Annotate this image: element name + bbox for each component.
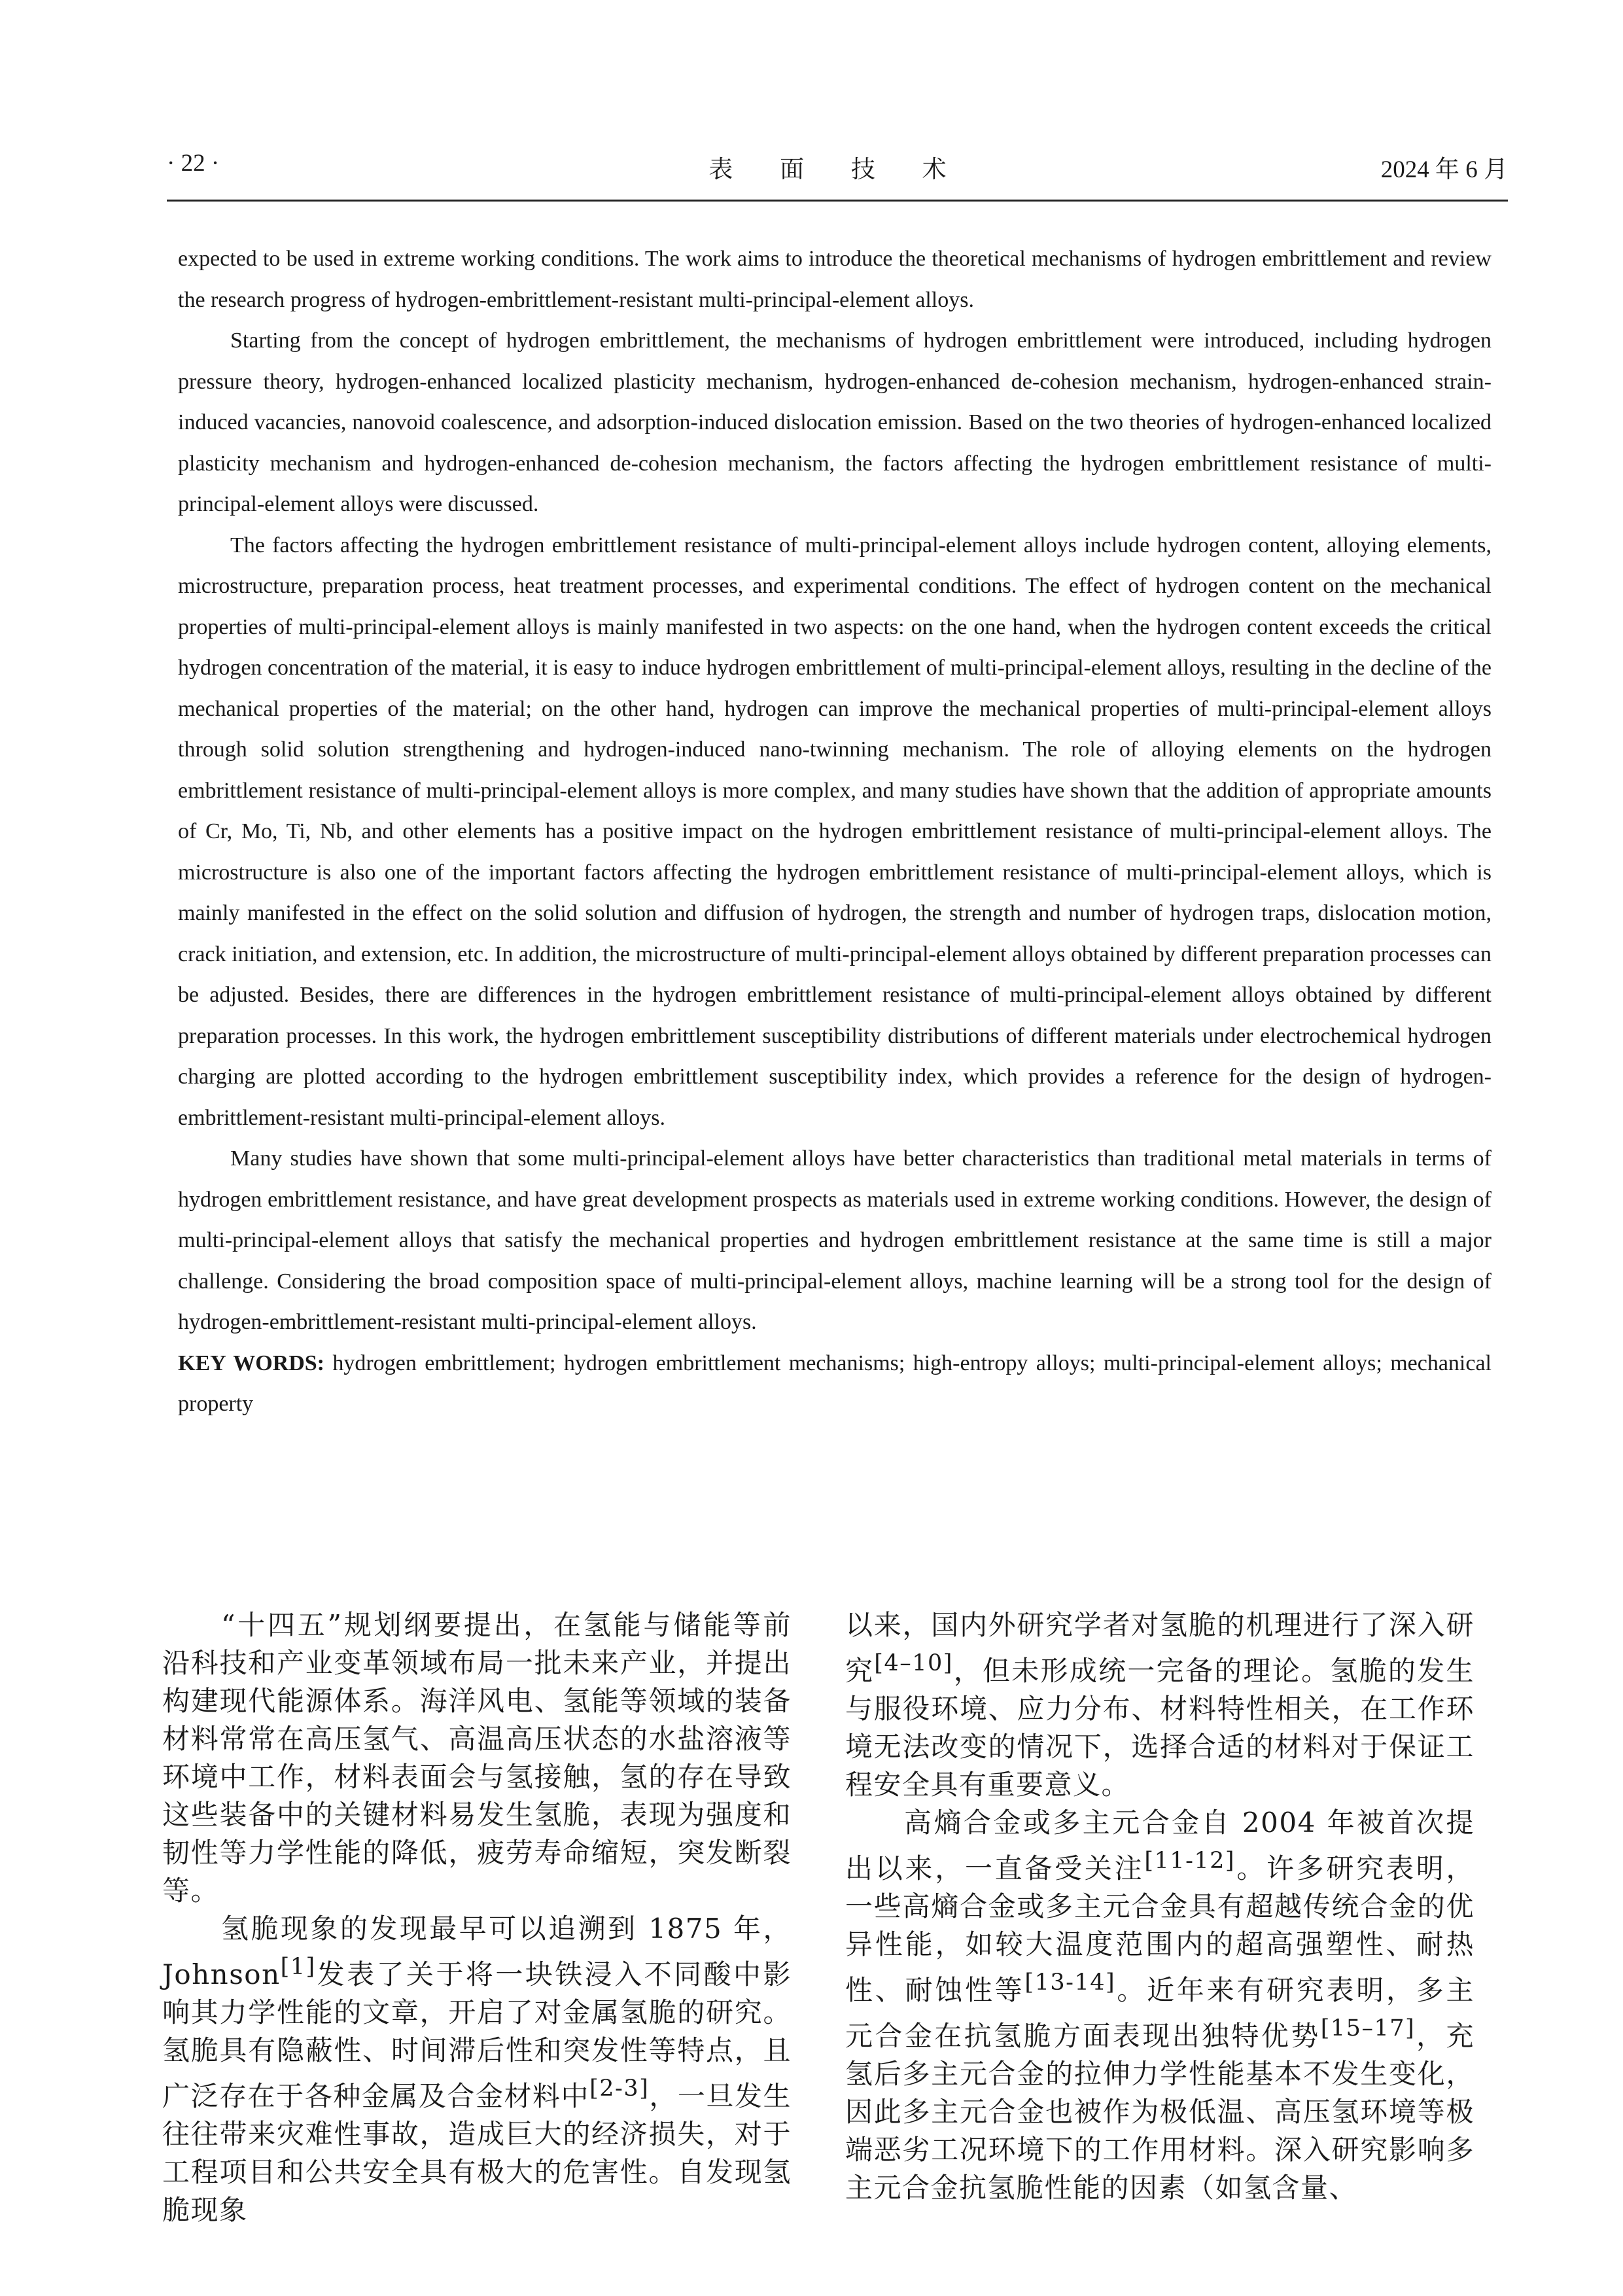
header-rule <box>167 200 1508 202</box>
body-text: ，但未形成统一完备的理论。氢脆的发生与服役环境、应力分布、材料特性相关，在工作环境无法改变的情况下，选择合适的材料对于保证工程安全具有重要意义。 <box>845 1655 1475 1801</box>
right-column <box>845 1606 1475 2207</box>
left-column <box>162 1606 792 2229</box>
body-text: ，充氢后多主元合金的拉伸力学性能基本不发生变化，因此多主元合金也被作为极低温、高压氢环境等极端恶劣工况环境下的工作用材料。深入研究影响多主元合金抗氢脆性能的因素（如氢含量、 <box>845 2020 1475 2204</box>
body-text: 以来，国内外研究学者对氢脆的机理进行了深入研究 <box>845 1609 1475 1687</box>
body-text: ，一旦发生往往带来灾难性事故，造成巨大的经济损失，对于工程项目和公共安全具有极大的危害性。自发现氢脆现象 <box>162 2080 792 2226</box>
body-text: 氢脆现象的发现最早可以追溯到 1875 年，Johnson <box>162 1913 792 1990</box>
page-number: · 22 · <box>167 150 220 177</box>
abstract-paragraph-4: Many studies have shown that some multi-principal-element alloys have better characteristics than traditional metal materials in terms of hydrogen embrittlement resistance, and have great development prospects as materials used in extreme working conditions. However, the design of multi-principal-element alloys that satisfy the mechanical properties and hydrogen embrittlement resistance at the same time is still a major challenge. Considering the broad composition space of multi-principal-element alloys, machine learning will be a strong tool for the design of hydrogen-embrittlement-resistant multi-principal-element alloys. <box>178 1146 1492 1334</box>
body-paragraph-2 <box>162 1910 792 2229</box>
body-paragraph-2-continued <box>845 1606 1475 1804</box>
citation[interactable]: [4–10] <box>874 1650 953 1676</box>
body-text: 。近年来有研究表明，多主元合金在抗氢脆方面表现出独特优势 <box>845 1974 1475 2052</box>
key-words <box>178 1343 1492 1425</box>
abstract-paragraph-1: expected to be used in extreme working conditions. The work aims to introduce the theoretical mechanisms of hydrogen embrittlement and review the research progress of hydrogen-embrittlement-resistant multi-principal-element alloys. <box>178 247 1492 312</box>
body-text: 高熵合金或多主元合金自 2004 年被首次提出以来，一直备受关注 <box>845 1807 1475 1884</box>
body-paragraph-3 <box>845 1804 1475 2207</box>
abstract-paragraph-3: The factors affecting the hydrogen embrittlement resistance of multi-principal-element alloys include hydrogen content, alloying elements, microstructure, preparation process, heat treatment processes, and experimental conditions. The effect of hydrogen content on the mechanical properties of multi-principal-element alloys is mainly manifested in two aspects: on the one hand, when the hydrogen content exceeds the critical hydrogen concentration of the material, it is easy to induce hydrogen embrittlement of multi-principal-element alloys, resulting in the decline of the mechanical properties of the material; on the other hand, hydrogen can improve the mechanical properties of multi-principal-element alloys through solid solution strengthening and hydrogen-induced nano-twinning mechanism. The role of alloying elements on the hydrogen embrittlement resistance of multi-principal-element alloys is more complex, and many studies have shown that the addition of appropriate amounts of Cr, Mo, Ti, Nb, and other elements has a positive impact on the hydrogen embrittlement resistance of multi-principal-element alloys. The microstructure is also one of the important factors affecting the hydrogen embrittlement resistance of multi-principal-element alloys, which is mainly manifested in the effect on the solid solution and diffusion of hydrogen, the strength and number of hydrogen traps, dislocation motion, crack initiation, and extension, etc. In addition, the microstructure of multi-principal-element alloys obtained by different preparation processes can be adjusted. Besides, there are differences in the hydrogen embrittlement resistance of multi-principal-element alloys obtained by different preparation processes. In this work, the hydrogen embrittlement susceptibility distributions of different materials under electrochemical hydrogen charging are plotted according to the hydrogen embrittlement susceptibility index, which provides a reference for the design of hydrogen-embrittlement-resistant multi-principal-element alloys. <box>178 533 1492 1130</box>
citation[interactable]: [2-3] <box>589 2075 650 2102</box>
body-text: 。许多研究表明，一些高熵合金或多主元合金具有超越传统合金的优异性能，如较大温度范围内的超高强塑性、耐热性、耐蚀性等 <box>845 1852 1475 2006</box>
journal-title: 表 面 技 术 <box>708 155 966 183</box>
english-abstract <box>178 239 1492 1425</box>
key-words-text: hydrogen embrittlement; hydrogen embrittlement mechanisms; high-entropy alloys; multi-principal-element alloys; mechanical property <box>178 1351 1492 1416</box>
key-words-label: KEY WORDS: <box>178 1351 325 1375</box>
body-text: 发表了关于将一块铁浸入不同酸中影响其力学性能的文章，开启了对金属氢脆的研究。氢脆具有隐蔽性、时间滞后性和突发性等特点，且广泛存在于各种金属及合金材料中 <box>162 1958 792 2112</box>
citation[interactable]: [13-14] <box>1024 1969 1116 1996</box>
body-paragraph-1: “十四五”规划纲要提出，在氢能与储能等前沿科技和产业变革领域布局一批未来产业，并提出构建现代能源体系。海洋风电、氢能等领域的装备材料常常在高压氢气、高温高压状态的水盐溶液等环境中工作，材料表面会与氢接触，氢的存在导致这些装备中的关键材料易发生氢脆，表现为强度和韧性等力学性能的降低，疲劳寿命缩短，突发断裂等。 <box>162 1609 792 1907</box>
citation[interactable]: [15–17] <box>1320 2015 1416 2041</box>
page-header <box>167 149 1508 188</box>
citation[interactable]: [11-12] <box>1144 1848 1236 1874</box>
issue-date: 2024 年 6 月 <box>1380 156 1508 183</box>
citation[interactable]: [1] <box>280 1954 316 1980</box>
abstract-paragraph-2: Starting from the concept of hydrogen embrittlement, the mechanisms of hydrogen embrittlement were introduced, including hydrogen pressure theory, hydrogen-enhanced localized plasticity mechanism, hydrogen-enhanced de-cohesion mechanism, hydrogen-enhanced strain-induced vacancies, nanovoid coalescence, and adsorption-induced dislocation emission. Based on the two theories of hydrogen-enhanced localized plasticity mechanism and hydrogen-enhanced de-cohesion mechanism, the factors affecting the hydrogen embrittlement resistance of multi-principal-element alloys were discussed. <box>178 328 1492 516</box>
